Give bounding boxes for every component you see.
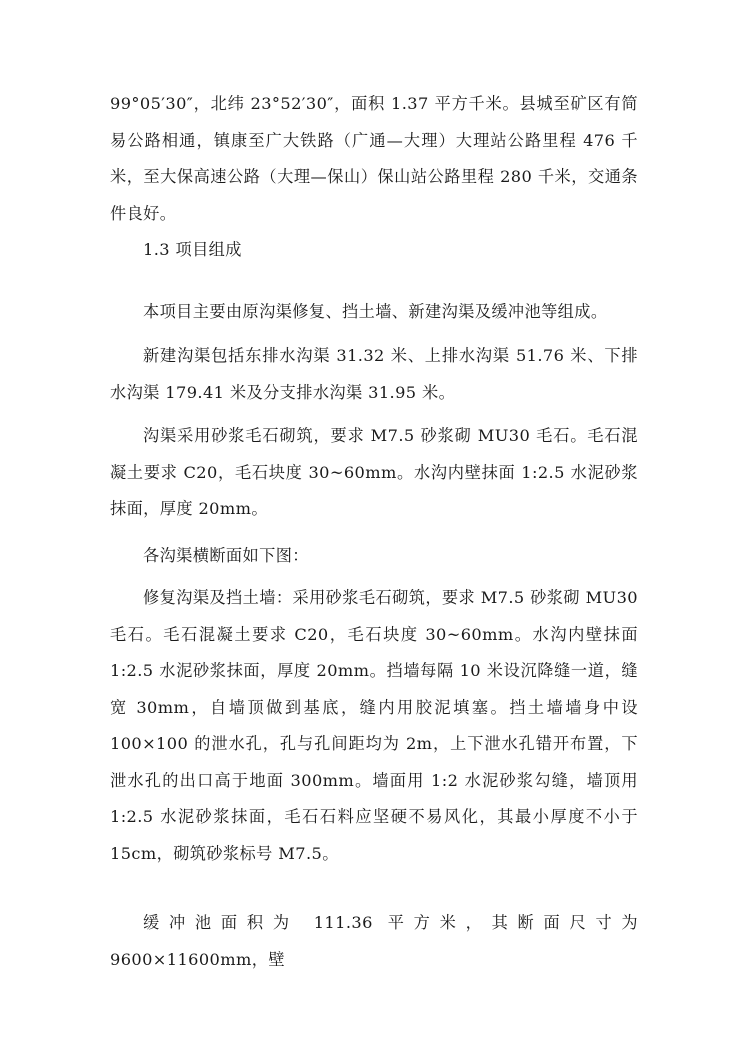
section-heading-1-3: 1.3 项目组成 — [143, 240, 242, 259]
paragraph-location: 99°05′30″，北纬 23°52′30″，面积 1.37 平方千米。县城至矿区有简易公路相通，镇康至广大铁路（广通—大理）大理站公路里程 476 千米，至大保高速公路（大理—保山）保山站公路里程 280 千米，交通条件良好。 — [110, 94, 638, 223]
paragraph-channel-materials: 沟渠采用砂浆毛石砌筑，要求 M7.5 砂浆砌 MU30 毛石。毛石混凝土要求 C20，毛石块度 30~60mm。水沟内壁抹面 1:2.5 水泥砂浆抹面，厚度 20mm。 — [110, 426, 638, 518]
paragraph-buffer-pool: 缓冲池面积为 111.36 平方米，其断面尺寸为 9600×11600mm，壁 — [110, 913, 638, 969]
paragraph-new-channels: 新建沟渠包括东排水沟渠 31.32 米、上排水沟渠 51.76 米、下排水沟渠 179.41 米及分支排水沟渠 31.95 米。 — [110, 346, 638, 402]
paragraph-project-composition: 本项目主要由原沟渠修复、挡土墙、新建沟渠及缓冲池等组成。 — [143, 302, 608, 321]
paragraph-retaining-wall: 修复沟渠及挡土墙：采用砂浆毛石砌筑，要求 M7.5 砂浆砌 MU30 毛石。毛石混凝土要求 C20，毛石块度 30~60mm。水沟内壁抹面 1:2.5 水泥砂浆抹面，厚度 20mm。挡墙每隔 10 米设沉降缝一道，缝宽 30mm，自墙顶做到基底，缝内用胶泥填塞。挡土墙墙身中设 100×100 的泄水孔，孔与孔间距均为 2m，上下泄水孔错开布置，下泄水孔的出口高于地面 300mm。墙面用 1:2 水泥砂浆勾缝，墙顶用 1:2.5 水泥砂浆抹面，毛石石料应坚硬不易风化，其最小厚度不小于 15cm，砌筑砂浆标号 M7.5。 — [110, 588, 638, 863]
paragraph-cross-section-note: 各沟渠横断面如下图： — [143, 546, 309, 565]
